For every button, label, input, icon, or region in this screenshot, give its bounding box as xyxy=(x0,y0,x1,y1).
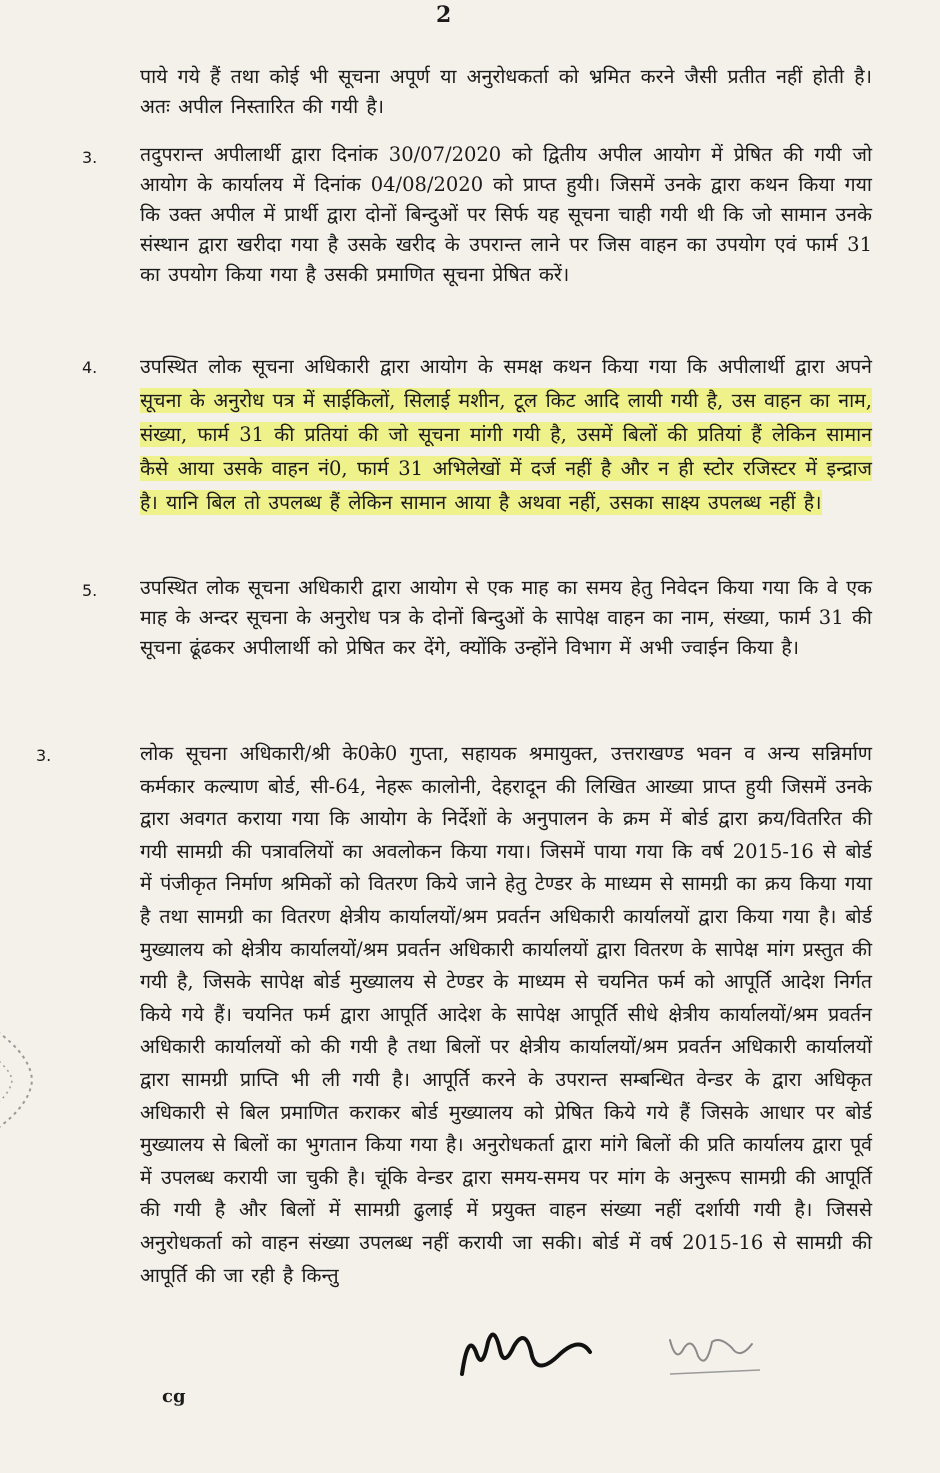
partial-stamp xyxy=(0,1010,60,1150)
paragraph-number: 3. xyxy=(82,148,98,167)
page-number: 2 xyxy=(436,2,452,28)
paragraph-text: लोक सूचना अधिकारी/श्री के0के0 गुप्ता, सहायक श्रमायुक्त, उत्तराखण्ड भवन व अन्य सन्निर्माण कर्मकार कल्याण बोर्ड, सी-64, नेहरू कालोनी, देहरादून की लिखित आख्या प्राप्त हुयी जिसमें उनके द्वारा अवगत कराया गया कि आयोग के निर्देशों के अनुपालन के क्रम में बोर्ड द्वारा क्रय/वितरित की गयी सामग्री की पत्रावलियों का अवलोकन किया गया। जिसमें पाया गया कि वर्ष 2015-16 से बोर्ड में पंजीकृत निर्माण श्रमिकों को वितरण किये जाने हेतु टेण्डर के माध्यम से सामग्री का क्रय किया गया है तथा सामग्री का वितरण क्षेत्रीय कार्यालयों/श्रम प्रवर्तन अधिकारी कार्यालयों द्वारा किया गया है। बोर्ड मुख्यालय को क्षेत्रीय कार्यालयों/श्रम प्रवर्तन अधिकारी कार्यालयों द्वारा वितरण के सापेक्ष मांग प्रस्तुत की गयी है, जिसके सापेक्ष बोर्ड मुख्यालय से टेण्डर के माध्यम से चयनित फर्म को आपूर्ति आदेश निर्गत किये गये हैं। चयनित फर्म द्वारा आपूर्ति आदेश के सापेक्ष आपूर्ति सीधे क्षेत्रीय कार्यालयों/श्रम प्रवर्तन अधिकारी कार्यालयों को की गयी है तथा बिलों पर क्षेत्रीय कार्यालयों/श्रम प्रवर्तन अधिकारी कार्यालयों द्वारा सामग्री प्राप्ति भी ली गयी है। आपूर्ति करने के उपरान्त सम्बन्धित वेन्डर के द्वारा अधिकृत अधिकारी से बिल प्रमाणित कराकर बोर्ड मुख्यालय को प्रेषित किये गये हैं जिसके आधार पर बोर्ड मुख्यालय से बिलों का भुगतान किया गया है। अनुरोधकर्ता द्वारा मांगे बिलों की प्रति कार्यालय द्वारा पूर्व में उपलब्ध करायी जा चुकी है। चूंकि वेन्डर द्वारा समय-समय पर मांग के अनुरूप सामग्री की आपूर्ति की गयी है और बिलों में सामग्री ढुलाई में प्रयुक्त वाहन संख्या नहीं दर्शायी गयी है। जिससे अनुरोधकर्ता को वाहन संख्या उपलब्ध नहीं करायी जा सकी। बोर्ड में वर्ष 2015-16 से सामग्री की आपूर्ति की जा रही है किन्तु xyxy=(140,742,873,1287)
highlighted-text: सूचना के अनुरोध पत्र में साईकिलों, सिलाई मशीन, टूल किट आदि लायी गयी है, उस वाहन का नाम, संख्या, फार्म 31 की प्रतियां की जो सूचना मांगी गयी है, उसमें बिलों की प्रतियां हैं लेकिन सामान कैसे आया उसके वाहन नं0, फार्म 31 अभिलेखों में दर्ज नहीं है और न ही स्टोर रजिस्टर में इन्द्राज है। यानि बिल तो उपलब्ध हैं लेकिन सामान आया है अथवा नहीं, उसका साक्ष्य उपलब्ध नहीं है। xyxy=(140,389,872,514)
paragraph-text: पाये गये हैं तथा कोई भी सूचना अपूर्ण या अनुरोधकर्ता को भ्रमित करने जैसी प्रतीत नहीं होती है। अतः अपील निस्तारित की गयी है। xyxy=(140,65,872,118)
paragraph-number: 5. xyxy=(82,581,98,600)
paragraph-number: 3. xyxy=(36,746,52,765)
footer-mark: cg xyxy=(162,1386,186,1407)
paragraph-text: तदुपरान्त अपीलार्थी द्वारा दिनांक 30/07/2020 को द्वितीय अपील आयोग में प्रेषित की गयी जो आयोग के कार्यालय में दिनांक 04/08/2020 को प्राप्त हुयी। जिसमें उनके द्वारा कथन किया गया कि उक्त अपील में प्रार्थी द्वारा दोनों बिन्दुओं पर सिर्फ यह सूचना चाही गयी थी कि जो सामान उनके संस्थान द्वारा खरीदा गया है उसके खरीद के उपरान्त लाने पर जिस वाहन का उपयोग एवं फार्म 31 का उपयोग किया गया है उसकी प्रमाणित सूचना प्रेषित करें। xyxy=(140,143,872,286)
paragraph-number: 4. xyxy=(82,358,98,377)
paragraph-text: उपस्थित लोक सूचना अधिकारी द्वारा आयोग से एक माह का समय हेतु निवेदन किया गया कि वे एक माह के अन्दर सूचना के अनुरोध पत्र के दोनों बिन्दुओं के सापेक्ष वाहन का नाम, संख्या, फार्म 31 की सूचना ढूंढकर अपीलार्थी को प्रेषित कर देंगे, क्योंकि उन्होंने विभाग में अभी ज्वाईन किया है। xyxy=(140,576,872,659)
signature xyxy=(440,1312,820,1402)
paragraph-text-plain: उपस्थित लोक सूचना अधिकारी द्वारा आयोग के समक्ष कथन किया गया कि अपीलार्थी द्वारा अपने xyxy=(140,355,872,378)
paragraph-text xyxy=(140,350,872,520)
